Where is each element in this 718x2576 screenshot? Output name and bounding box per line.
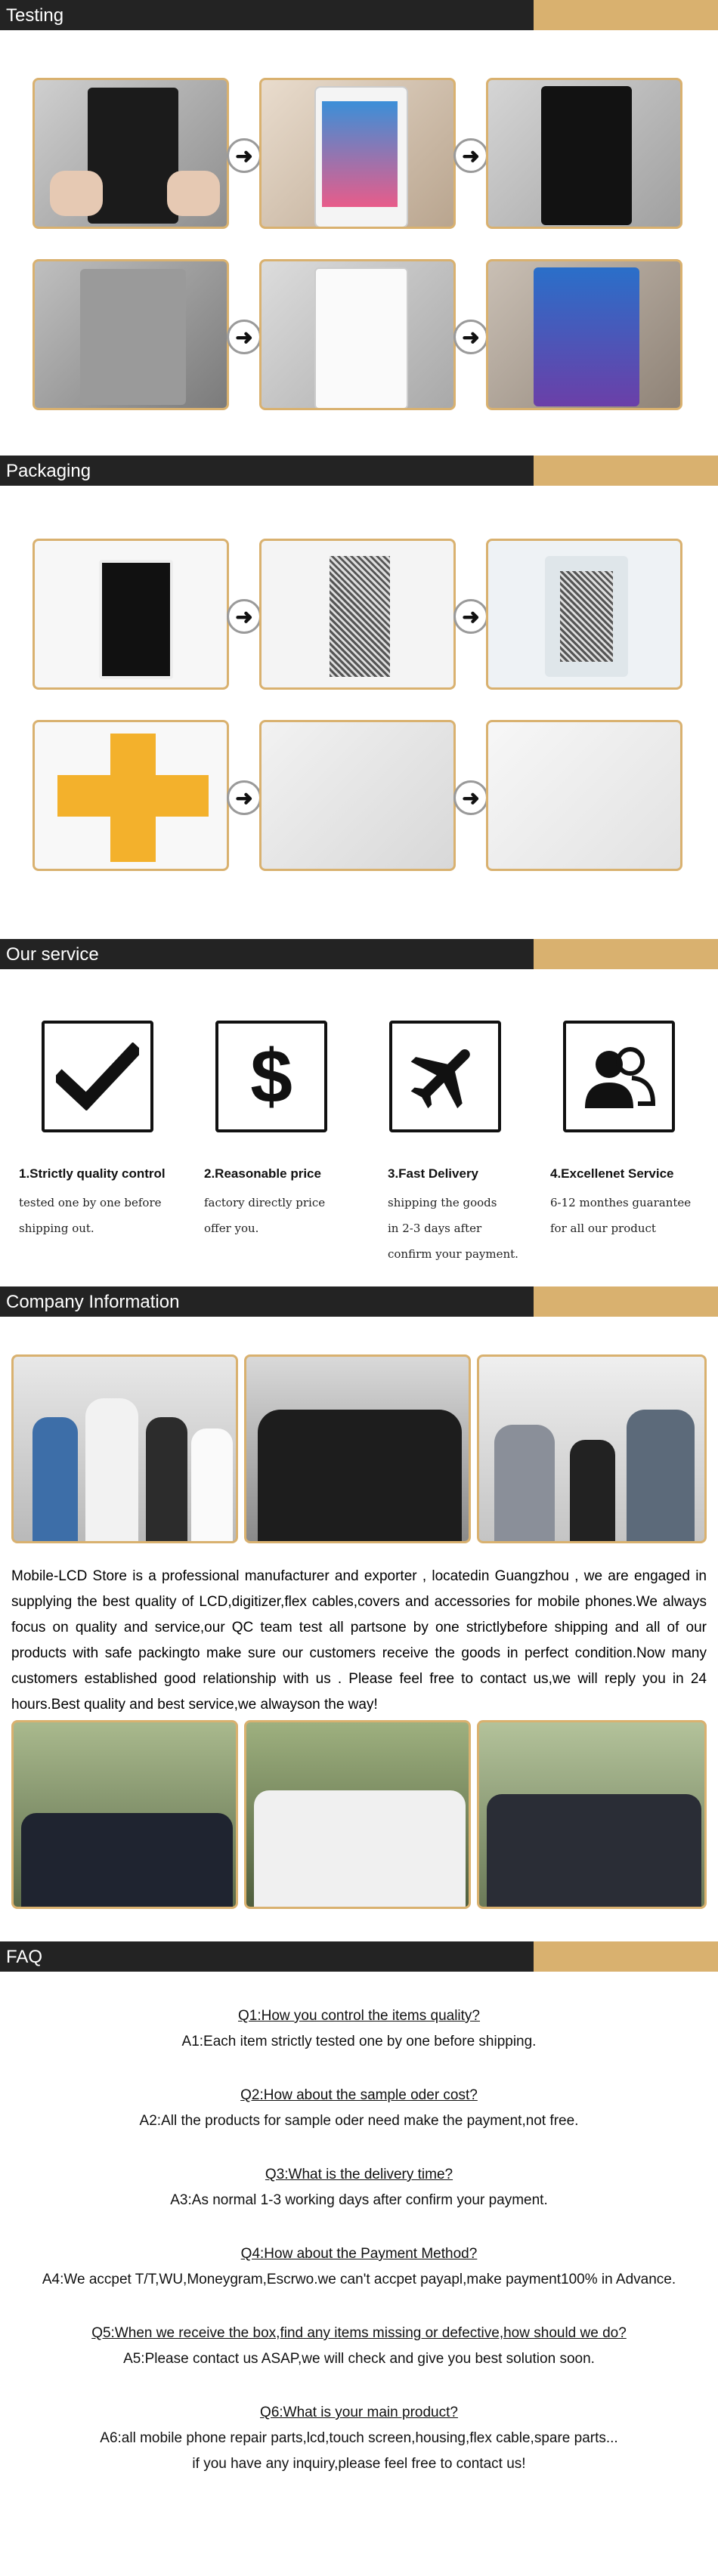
faq-question: Q2:How about the sample oder cost? bbox=[240, 2087, 478, 2103]
header-bar-gold bbox=[534, 456, 718, 486]
faq-question: Q4:How about the Payment Method? bbox=[240, 2246, 478, 2262]
checkmark-icon bbox=[42, 1021, 153, 1132]
company-photo-5 bbox=[244, 1720, 471, 1909]
company-photo-4 bbox=[11, 1720, 238, 1909]
testing-photo-6 bbox=[486, 259, 682, 410]
arrow-icon: ➜ bbox=[227, 599, 262, 634]
packaging-photo-6 bbox=[486, 720, 682, 871]
section-title: Testing bbox=[6, 5, 64, 26]
faq-answer: A4:We accpet T/T,WU,Moneygram,Escrwo.we can't accpet payapl,make payment100% in Advance. bbox=[42, 2272, 676, 2287]
packaging-photo-2 bbox=[259, 539, 456, 690]
section-title: Packaging bbox=[6, 461, 91, 481]
faq-question: Q5:When we receive the box,find any items missing or defective,how should we do? bbox=[91, 2325, 627, 2341]
faq-answer: A6:all mobile phone repair parts,lcd,touch screen,housing,flex cable,spare parts... bbox=[100, 2430, 618, 2446]
packaging-photo-5 bbox=[259, 720, 456, 871]
header-bar-gold bbox=[534, 1941, 718, 1972]
section-header-service bbox=[0, 939, 718, 969]
header-bar-gold bbox=[534, 0, 718, 30]
arrow-icon: ➜ bbox=[453, 320, 488, 354]
service-text: factory directly price offer you. bbox=[204, 1196, 326, 1235]
faq-question: Q6:What is your main product? bbox=[260, 2405, 458, 2420]
section-header-company bbox=[0, 1286, 718, 1317]
service-title: 4.Excellenet Service bbox=[550, 1166, 674, 1181]
testing-photo-1 bbox=[32, 78, 229, 229]
header-bar-gold bbox=[534, 1286, 718, 1317]
faq-answer: A1:Each item strictly tested one by one before shipping. bbox=[181, 2034, 537, 2049]
faq-question: Q1:How you control the items quality? bbox=[238, 2008, 480, 2024]
faq-answer: A3:As normal 1-3 working days after confirm your payment. bbox=[170, 2192, 548, 2208]
section-header-packaging bbox=[0, 456, 718, 486]
testing-photo-4 bbox=[32, 259, 229, 410]
company-description: Mobile-LCD Store is a professional manufacturer and exporter , locatedin Guangzhou , we are engaged in supplying the best quality of LCD,digitizer,flex cables,covers and accessories for mobile phones.We always focus on quality and service,our QC team test all partsone by one strictlybefore shipping and all of our products with safe packingto make sure our customers receive the goods in perfect condition.Now many customers established good relationship with us . Please feel free to contact us,we will reply you in 24 hours.Best quality and best service,we alwayson the way! bbox=[11, 1568, 707, 1713]
section-title: Company Information bbox=[6, 1292, 180, 1312]
service-title: 3.Fast Delivery bbox=[388, 1166, 479, 1181]
packaging-photo-4 bbox=[32, 720, 229, 871]
service-title: 2.Reasonable price bbox=[204, 1166, 321, 1181]
service-text: tested one by one before shipping out. bbox=[19, 1196, 162, 1235]
airplane-icon bbox=[389, 1021, 501, 1132]
company-photo-2 bbox=[244, 1354, 471, 1543]
header-bar-dark bbox=[0, 1941, 534, 1972]
testing-photo-3 bbox=[486, 78, 682, 229]
testing-photo-2 bbox=[259, 78, 456, 229]
service-title: 1.Strictly quality control bbox=[19, 1166, 166, 1181]
section-header-testing bbox=[0, 0, 718, 30]
header-bar-gold bbox=[534, 939, 718, 969]
packaging-photo-3 bbox=[486, 539, 682, 690]
packaging-photo-1 bbox=[32, 539, 229, 690]
arrow-icon: ➜ bbox=[453, 138, 488, 173]
company-photo-1 bbox=[11, 1354, 238, 1543]
section-title: FAQ bbox=[6, 1947, 43, 1967]
faq-answer: A2:All the products for sample oder need make the payment,not free. bbox=[139, 2113, 579, 2129]
faq-answer: if you have any inquiry,please feel free to contact us! bbox=[192, 2456, 526, 2472]
arrow-icon: ➜ bbox=[453, 780, 488, 815]
section-header-faq bbox=[0, 1941, 718, 1972]
arrow-icon: ➜ bbox=[227, 320, 262, 354]
company-photo-6 bbox=[477, 1720, 707, 1909]
company-photo-3 bbox=[477, 1354, 707, 1543]
service-text: 6-12 monthes guarantee for all our product bbox=[550, 1196, 692, 1235]
faq-answer: A5:Please contact us ASAP,we will check and give you best solution soon. bbox=[123, 2351, 595, 2367]
service-text: shipping the goods in 2-3 days after confirm your payment. bbox=[388, 1196, 518, 1261]
header-bar-dark bbox=[0, 0, 534, 30]
arrow-icon: ➜ bbox=[227, 138, 262, 173]
testing-photo-5 bbox=[259, 259, 456, 410]
faq-question: Q3:What is the delivery time? bbox=[265, 2167, 453, 2182]
dollar-icon: $ bbox=[215, 1021, 327, 1132]
section-title: Our service bbox=[6, 944, 99, 965]
users-icon bbox=[563, 1021, 675, 1132]
arrow-icon: ➜ bbox=[227, 780, 262, 815]
arrow-icon: ➜ bbox=[453, 599, 488, 634]
